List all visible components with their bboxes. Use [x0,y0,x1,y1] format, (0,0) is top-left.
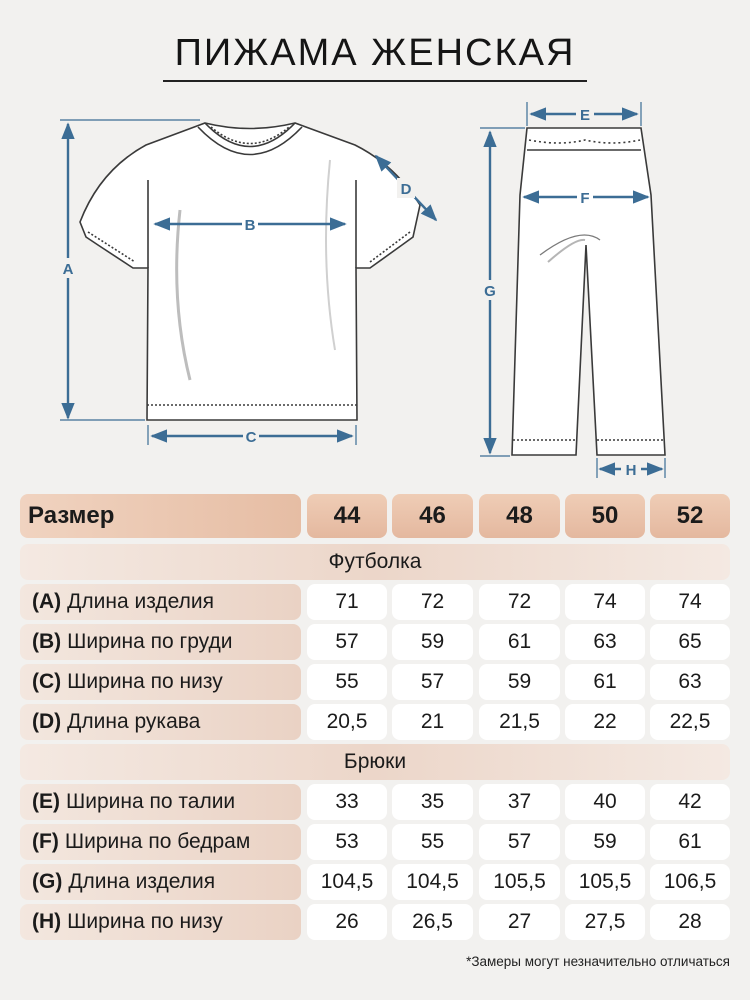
table-cell: 27,5 [565,904,645,940]
size-header-label: Размер [20,494,301,538]
row-label [20,824,301,860]
table-cell: 35 [392,784,473,820]
table-cell: 74 [650,584,730,620]
table-row [20,624,730,660]
row-label [20,584,301,620]
size-col-46: 46 [392,494,473,538]
table-cell: 42 [650,784,730,820]
tshirt-drawing [80,123,420,420]
table-row [20,664,730,700]
row-code: (B) [32,630,62,653]
row-name: Ширина по низу [67,910,223,933]
table-cell: 106,5 [650,864,730,900]
label-d: D [400,181,412,198]
size-col-44: 44 [307,494,387,538]
row-name: Ширина по бедрам [64,830,251,853]
table-cell: 61 [650,824,730,860]
row-code: (E) [32,790,60,813]
table-cell: 28 [650,904,730,940]
row-label [20,664,301,700]
table-cell: 20,5 [307,704,387,740]
table-cell: 40 [565,784,645,820]
size-col-50: 50 [565,494,645,538]
row-code: (C) [32,670,62,693]
table-cell: 55 [307,664,387,700]
row-code: (H) [32,910,62,933]
section-title-trousers: Брюки [20,744,730,780]
table-row [20,584,730,620]
row-label [20,784,301,820]
garment-diagram [0,90,750,490]
label-b: B [244,217,256,234]
label-e: E [579,107,591,124]
table-cell: 22,5 [650,704,730,740]
size-col-52: 52 [650,494,730,538]
section-title-tshirt: Футболка [20,544,730,580]
table-cell: 26 [307,904,387,940]
table-cell: 61 [479,624,560,660]
table-cell: 33 [307,784,387,820]
table-cell: 104,5 [307,864,387,900]
table-cell: 27 [479,904,560,940]
table-cell: 105,5 [479,864,560,900]
table-cell: 105,5 [565,864,645,900]
table-cell: 71 [307,584,387,620]
table-row [20,864,730,900]
table-cell: 72 [479,584,560,620]
row-name: Ширина по груди [67,630,233,653]
label-f: F [580,190,590,207]
table-row [20,704,730,740]
row-name: Длина изделия [68,870,216,893]
table-cell: 26,5 [392,904,473,940]
table-row [20,904,730,940]
label-h: H [625,462,637,479]
row-name: Ширина по низу [67,670,223,693]
title-underline [163,80,587,82]
page-title: ПИЖАМА ЖЕНСКАЯ [174,32,576,74]
row-code: (G) [32,870,63,893]
table-cell: 57 [392,664,473,700]
row-code: (A) [32,590,62,613]
table-cell: 59 [479,664,560,700]
row-label [20,704,301,740]
table-row [20,824,730,860]
table-cell: 53 [307,824,387,860]
table-cell: 21 [392,704,473,740]
row-label [20,864,301,900]
table-cell: 63 [565,624,645,660]
table-cell: 61 [565,664,645,700]
table-cell: 65 [650,624,730,660]
size-header-row [20,494,730,538]
row-label [20,904,301,940]
trousers-drawing [512,128,665,455]
table-cell: 57 [479,824,560,860]
row-name: Длина изделия [67,590,214,613]
footnote: *Замеры могут незначительно отличаться [466,954,730,969]
label-a: A [62,261,74,278]
label-c: C [245,429,257,446]
table-cell: 72 [392,584,473,620]
row-name: Длина рукава [67,710,201,733]
table-cell: 21,5 [479,704,560,740]
row-label [20,624,301,660]
table-cell: 104,5 [392,864,473,900]
table-row [20,784,730,820]
table-cell: 57 [307,624,387,660]
size-col-48: 48 [479,494,560,538]
row-code: (F) [32,830,59,853]
table-cell: 74 [565,584,645,620]
label-g: G [484,283,496,300]
table-cell: 59 [565,824,645,860]
table-cell: 59 [392,624,473,660]
table-cell: 63 [650,664,730,700]
row-code: (D) [32,710,62,733]
table-cell: 22 [565,704,645,740]
table-cell: 37 [479,784,560,820]
row-name: Ширина по талии [66,790,236,813]
table-cell: 55 [392,824,473,860]
